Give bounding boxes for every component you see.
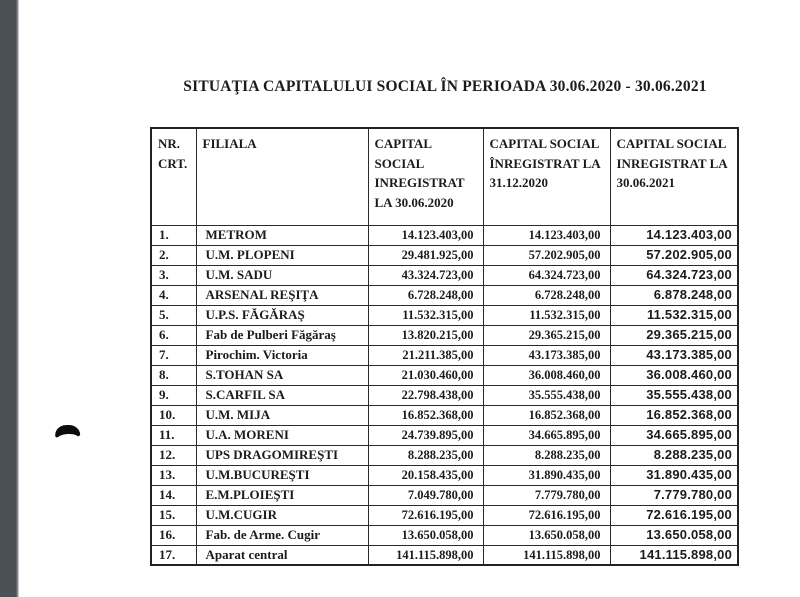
cell-capital-2020-06: 21.030.460,00 [368, 365, 483, 385]
col-header-capital-2020-12: CAPITAL SOCIAL ÎNREGISTRAT LA 31.12.2020 [483, 128, 610, 225]
cell-capital-2020-12: 36.008.460,00 [483, 365, 610, 385]
cell-capital-2020-06: 8.288.235,00 [368, 445, 483, 465]
cell-filiala: S.CARFIL SA [196, 385, 368, 405]
col-header-filiala: FILIALA [196, 128, 368, 225]
table-body [151, 225, 738, 565]
table-row [151, 245, 738, 265]
cell-capital-2021-06: 35.555.438,00 [610, 385, 738, 405]
cell-capital-2021-06: 6.878.248,00 [610, 285, 738, 305]
cell-capital-2020-12: 35.555.438,00 [483, 385, 610, 405]
cell-capital-2021-06: 72.616.195,00 [610, 505, 738, 525]
cell-filiala: S.TOHAN SA [196, 365, 368, 385]
cell-capital-2020-12: 43.173.385,00 [483, 345, 610, 365]
table-row [151, 325, 738, 345]
table-row [151, 285, 738, 305]
cell-filiala: U.M. PLOPENI [196, 245, 368, 265]
table-row [151, 545, 738, 565]
cell-nr: 5. [151, 305, 196, 325]
cell-capital-2021-06: 36.008.460,00 [610, 365, 738, 385]
cell-filiala: U.M. SADU [196, 265, 368, 285]
cell-filiala: METROM [196, 225, 368, 245]
cell-nr: 12. [151, 445, 196, 465]
cell-nr: 11. [151, 425, 196, 445]
cell-capital-2020-06: 43.324.723,00 [368, 265, 483, 285]
cell-filiala: U.P.S. FĂGĂRAŞ [196, 305, 368, 325]
cell-nr: 17. [151, 545, 196, 565]
cell-capital-2020-12: 6.728.248,00 [483, 285, 610, 305]
cell-filiala: ARSENAL REŞIŢA [196, 285, 368, 305]
cell-filiala: Aparat central [196, 545, 368, 565]
cell-capital-2020-12: 72.616.195,00 [483, 505, 610, 525]
cell-capital-2021-06: 14.123.403,00 [610, 225, 738, 245]
cell-nr: 14. [151, 485, 196, 505]
table-row [151, 425, 738, 445]
cell-filiala: Pirochim. Victoria [196, 345, 368, 365]
table-row [151, 525, 738, 545]
cell-capital-2021-06: 31.890.435,00 [610, 465, 738, 485]
table-header-row [151, 128, 738, 225]
cell-capital-2020-06: 11.532.315,00 [368, 305, 483, 325]
scanner-edge-shadow [0, 0, 19, 597]
cell-capital-2020-12: 14.123.403,00 [483, 225, 610, 245]
cell-capital-2020-06: 141.115.898,00 [368, 545, 483, 565]
cell-capital-2020-12: 64.324.723,00 [483, 265, 610, 285]
cell-capital-2020-06: 29.481.925,00 [368, 245, 483, 265]
cell-capital-2021-06: 64.324.723,00 [610, 265, 738, 285]
page-title: SITUAŢIA CAPITALULUI SOCIAL ÎN PERIOADA 30.06.2020 - 30.06.2021 [183, 78, 707, 95]
cell-nr: 9. [151, 385, 196, 405]
cell-capital-2021-06: 141.115.898,00 [610, 545, 738, 565]
cell-nr: 2. [151, 245, 196, 265]
cell-filiala: E.M.PLOIEŞTI [196, 485, 368, 505]
table-row [151, 365, 738, 385]
cell-capital-2020-12: 141.115.898,00 [483, 545, 610, 565]
table-row [151, 345, 738, 365]
cell-nr: 4. [151, 285, 196, 305]
table-header [151, 128, 738, 225]
cell-capital-2020-12: 34.665.895,00 [483, 425, 610, 445]
cell-capital-2020-06: 13.650.058,00 [368, 525, 483, 545]
cell-capital-2020-12: 57.202.905,00 [483, 245, 610, 265]
col-header-capital-2020-06: CAPITAL SOCIAL INREGISTRAT LA 30.06.2020 [368, 128, 483, 225]
table-row [151, 505, 738, 525]
cell-capital-2021-06: 11.532.315,00 [610, 305, 738, 325]
cell-capital-2021-06: 13.650.058,00 [610, 525, 738, 545]
cell-nr: 7. [151, 345, 196, 365]
cell-capital-2020-06: 13.820.215,00 [368, 325, 483, 345]
cell-capital-2020-12: 29.365.215,00 [483, 325, 610, 345]
table-row [151, 385, 738, 405]
cell-nr: 8. [151, 365, 196, 385]
cell-capital-2020-06: 14.123.403,00 [368, 225, 483, 245]
table-row [151, 405, 738, 425]
cell-nr: 1. [151, 225, 196, 245]
cell-capital-2020-12: 8.288.235,00 [483, 445, 610, 465]
table-row [151, 445, 738, 465]
cell-nr: 13. [151, 465, 196, 485]
table-row [151, 225, 738, 245]
table-row [151, 465, 738, 485]
capital-social-table [150, 127, 739, 566]
cell-capital-2020-12: 13.650.058,00 [483, 525, 610, 545]
cell-filiala: U.M.CUGIR [196, 505, 368, 525]
col-header-capital-2021-06: CAPITAL SOCIAL INREGISTRAT LA 30.06.2021 [610, 128, 738, 225]
cell-capital-2021-06: 8.288.235,00 [610, 445, 738, 465]
cell-capital-2021-06: 57.202.905,00 [610, 245, 738, 265]
cell-filiala: U.A. MORENI [196, 425, 368, 445]
cell-nr: 15. [151, 505, 196, 525]
cell-filiala: U.M.BUCUREŞTI [196, 465, 368, 485]
cell-nr: 6. [151, 325, 196, 345]
cell-capital-2020-06: 7.049.780,00 [368, 485, 483, 505]
table-row [151, 265, 738, 285]
cell-capital-2020-12: 31.890.435,00 [483, 465, 610, 485]
cell-capital-2020-12: 16.852.368,00 [483, 405, 610, 425]
cell-filiala: U.M. MIJA [196, 405, 368, 425]
cell-capital-2020-06: 24.739.895,00 [368, 425, 483, 445]
cell-capital-2020-06: 20.158.435,00 [368, 465, 483, 485]
table-row [151, 305, 738, 325]
col-header-nr-crt: NR. CRT. [151, 128, 196, 225]
cell-filiala: UPS DRAGOMIREŞTI [196, 445, 368, 465]
cell-capital-2021-06: 16.852.368,00 [610, 405, 738, 425]
cell-capital-2021-06: 43.173.385,00 [610, 345, 738, 365]
cell-filiala: Fab. de Arme. Cugir [196, 525, 368, 545]
cell-nr: 10. [151, 405, 196, 425]
cell-capital-2020-12: 11.532.315,00 [483, 305, 610, 325]
cell-filiala: Fab de Pulberi Făgăraş [196, 325, 368, 345]
cell-nr: 3. [151, 265, 196, 285]
cell-nr: 16. [151, 525, 196, 545]
cell-capital-2020-06: 16.852.368,00 [368, 405, 483, 425]
cell-capital-2021-06: 34.665.895,00 [610, 425, 738, 445]
ink-smudge-mark [55, 424, 81, 438]
cell-capital-2020-12: 7.779.780,00 [483, 485, 610, 505]
cell-capital-2021-06: 29.365.215,00 [610, 325, 738, 345]
cell-capital-2021-06: 7.779.780,00 [610, 485, 738, 505]
cell-capital-2020-06: 21.211.385,00 [368, 345, 483, 365]
cell-capital-2020-06: 72.616.195,00 [368, 505, 483, 525]
cell-capital-2020-06: 6.728.248,00 [368, 285, 483, 305]
table-row [151, 485, 738, 505]
cell-capital-2020-06: 22.798.438,00 [368, 385, 483, 405]
